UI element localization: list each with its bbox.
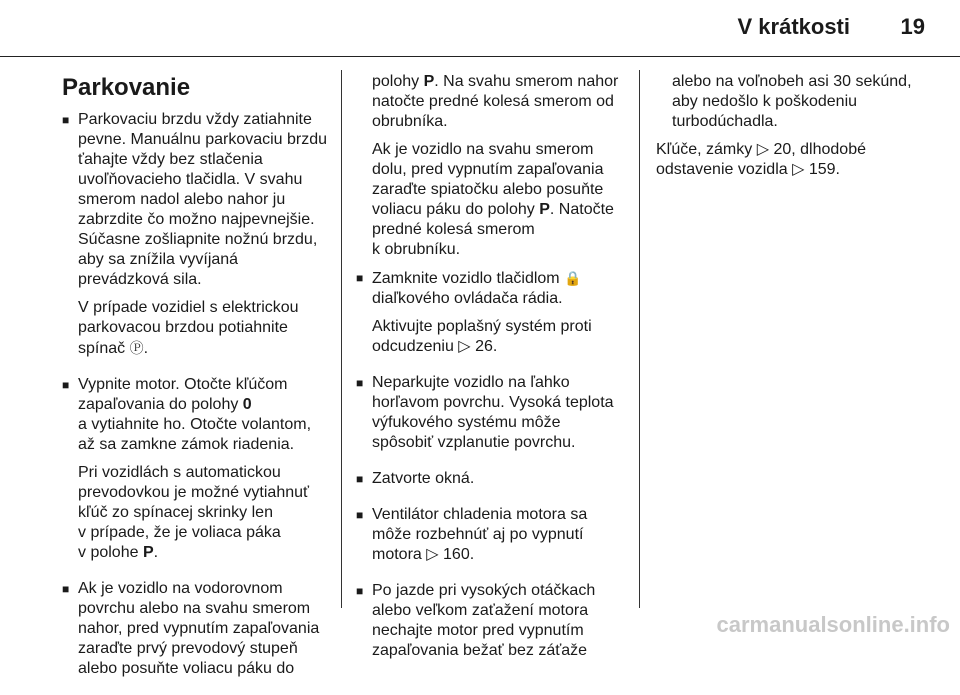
text-line: alebo veľkom zaťažení motora (372, 602, 589, 619)
text-line: Súčasne zošliapnite nožnú brzdu, (78, 231, 318, 248)
text-span: motora (372, 546, 422, 563)
text-line: prevodovkou je možné vytiahnuť (78, 484, 310, 501)
bullet-item (356, 469, 628, 497)
text-line: nechajte motor pred vypnutím (372, 622, 584, 639)
page-reference: 159. (808, 161, 840, 178)
paragraph (78, 463, 334, 563)
page-reference: 20, dlhodobé (773, 141, 866, 158)
bullet-item (356, 373, 628, 461)
paragraph (78, 579, 334, 679)
text-line: pevne. Manuálnu parkovaciu brzdu (78, 131, 328, 148)
text-span: . Natočte (549, 201, 614, 218)
text-line: a vytiahnite ho. Otočte volantom, (78, 416, 312, 433)
text-line: Ventilátor chladenia motora sa (372, 506, 588, 523)
text-span: polohy (372, 73, 424, 90)
paragraph (78, 375, 334, 455)
text-line: prevádzková sila. (78, 271, 202, 288)
text-line (372, 545, 628, 565)
text-line (372, 337, 628, 357)
bullet-item (356, 268, 628, 365)
text-line: horľavom povrchu. Vysoká teplota (372, 394, 614, 411)
text-line: uvoľňovacieho tlačidla. V svahu (78, 171, 303, 188)
text-span: zapaľovania do polohy (78, 396, 243, 413)
text-line: aby sa znížila vyvíjaná (78, 251, 239, 268)
paragraph (78, 110, 334, 290)
arrow-icon: ▷ (426, 546, 439, 563)
section-title: Parkovanie (62, 74, 191, 101)
page-reference: 160. (443, 546, 475, 563)
bullet-item (356, 505, 628, 573)
bullet-marker: ■ (356, 271, 364, 285)
text-line (372, 268, 628, 289)
bullet-marker: ■ (62, 582, 70, 596)
column-3 (656, 72, 928, 188)
text-line (78, 395, 334, 415)
text-line: Pri vozidlách s automatickou (78, 464, 281, 481)
text-span: . (153, 544, 159, 561)
paragraph (372, 581, 628, 661)
text-line (78, 543, 334, 563)
bullet-item (62, 375, 334, 571)
text-line (78, 338, 334, 359)
text-line: Ak je vozidlo na vodorovnom (78, 580, 283, 597)
cross-reference (656, 140, 928, 180)
text-line: ťahajte vždy bez stlačenia (78, 151, 263, 168)
text-line: Po jazde pri vysokých otáčkach (372, 582, 596, 599)
text-line: výfukového systému môže (372, 414, 561, 431)
header-divider (0, 56, 960, 57)
text-line: Ak je vozidlo na svahu smerom (372, 141, 594, 158)
text-line: nahor, pred vypnutím zapaľovania (78, 620, 320, 637)
text-line: natočte predné kolesá smerom od (372, 93, 614, 110)
bullet-marker: ■ (356, 584, 364, 598)
text-line: aby nedošlo k poškodeniu (672, 93, 858, 110)
parking-brake-icon: Ⓟ (129, 340, 144, 356)
paragraph (372, 268, 628, 309)
text-line: parkovacou brzdou potiahnite (78, 319, 288, 336)
paragraph (672, 72, 928, 132)
text-span: odcudzeniu (372, 338, 454, 355)
text-line: Vypnite motor. Otočte kľúčom (78, 376, 288, 393)
bullet-item (62, 110, 334, 367)
paragraph (78, 298, 334, 359)
text-line: zaraďte spiatočku alebo posuňte (372, 181, 604, 198)
text-span: spínač (78, 340, 126, 357)
lock-icon: 🔒 (564, 270, 582, 286)
text-line: Neparkujte vozidlo na ľahko (372, 374, 570, 391)
bullet-marker: ■ (356, 472, 364, 486)
text-line: kľúč zo spínacej skrinky len (78, 504, 273, 521)
text-line (372, 200, 628, 220)
bold-text: 0 (242, 396, 252, 413)
text-line: k obrubníku. (372, 241, 461, 258)
bullet-marker: ■ (62, 113, 70, 127)
paragraph (372, 140, 628, 260)
text-span: Zamknite vozidlo tlačidlom (372, 270, 560, 287)
text-line (656, 160, 928, 180)
column-divider-2 (639, 70, 640, 608)
bullet-marker: ■ (356, 376, 364, 390)
bullet-item (62, 579, 334, 687)
text-span: voliacu páku do polohy (372, 201, 540, 218)
text-line: až sa zamkne zámok riadenia. (78, 436, 295, 453)
text-line: Zatvorte okná. (372, 470, 475, 487)
text-line: obrubníka. (372, 113, 448, 130)
text-line (656, 140, 928, 160)
text-line: predné kolesá smerom (372, 221, 535, 238)
column-1 (62, 72, 334, 695)
text-line: V prípade vozidiel s elektrickou (78, 299, 299, 316)
arrow-icon: ▷ (792, 161, 805, 178)
paragraph (372, 72, 628, 132)
bold-text: P (539, 201, 550, 218)
bullet-marker: ■ (62, 378, 70, 392)
text-line: zabrzdite čo možno najpevnejšie. (78, 211, 315, 228)
page-header-title: V krátkosti (737, 14, 850, 39)
text-line: turbodúchadla. (672, 113, 778, 130)
arrow-icon: ▷ (458, 338, 471, 355)
text-line: dolu, pred vypnutím zapaľovania (372, 161, 604, 178)
text-line: môže rozbehnúť aj po vypnutí (372, 526, 584, 543)
column-2 (356, 72, 628, 677)
bullet-marker: ■ (356, 508, 364, 522)
text-span: odstavenie vozidla (656, 161, 788, 178)
page-reference: 26. (475, 338, 498, 355)
page-number: 19 (900, 14, 925, 39)
text-span: Kľúče, zámky (656, 141, 753, 158)
text-line: alebo posuňte voliacu páku do (78, 660, 295, 677)
text-line: alebo na voľnobeh asi 30 sekúnd, (672, 73, 912, 90)
paragraph (372, 505, 628, 565)
text-span: . (143, 340, 149, 357)
text-line: v prípade, že je voliaca páka (78, 524, 281, 541)
text-line: spôsobiť vzplanutie povrchu. (372, 434, 576, 451)
text-line: Aktivujte poplašný systém proti (372, 318, 592, 335)
text-line: zaraďte prvý prevodový stupeň (78, 640, 298, 657)
text-line (372, 72, 628, 92)
text-line: diaľkového ovládača rádia. (372, 290, 563, 307)
text-line: povrchu alebo na svahu smerom (78, 600, 311, 617)
bold-text: P (423, 73, 435, 90)
bullet-item (356, 581, 628, 669)
text-span: . Na svahu smerom nahor (434, 73, 619, 90)
bold-text: P (142, 544, 154, 561)
text-line: zapaľovania bežať bez záťaže (372, 642, 588, 659)
text-span: v polohe (78, 544, 143, 561)
watermark: carmanualsonline.info (716, 612, 950, 637)
paragraph (372, 469, 628, 489)
paragraph (372, 373, 628, 453)
arrow-icon: ▷ (756, 141, 770, 158)
text-line: Parkovaciu brzdu vždy zatiahnite (78, 111, 312, 128)
paragraph (372, 317, 628, 357)
column-divider-1 (341, 70, 342, 608)
text-line: smerom nadol alebo nahor ju (78, 191, 286, 208)
